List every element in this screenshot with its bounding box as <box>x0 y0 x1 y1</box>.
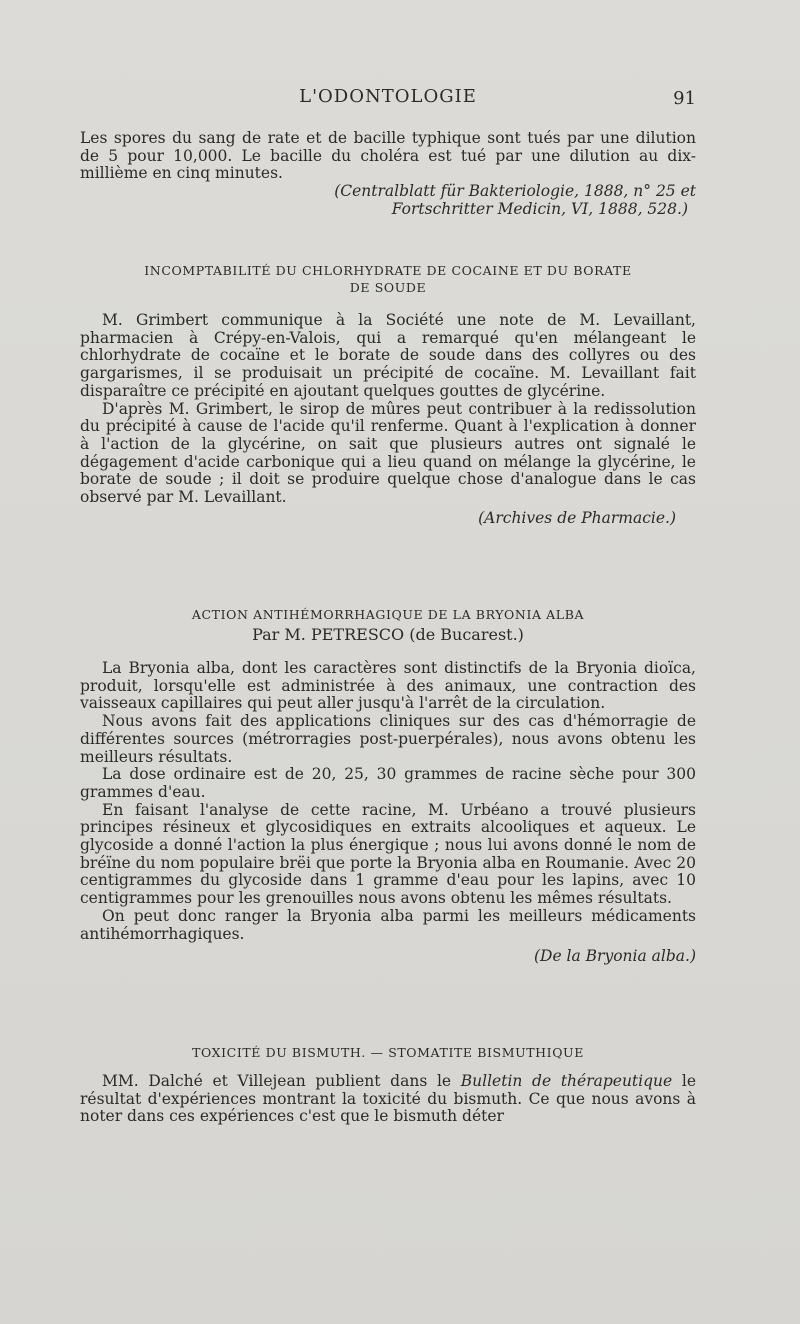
paragraph-end: le résultat d'expériences montrant la toxicité du bismuth. Ce que nous avons à noter dans ces expériences c'est que le bismuth déter <box>80 1072 697 1126</box>
heading-line-2: DE SOUDE <box>349 280 427 295</box>
paragraph: M. Grimbert communique à la Société une note de M. Levaillant, pharmacien à Crépy-en-Valois, qui a remarqué qu'en mélangeant le chlorhydrate de cocaïne et le borate de soude dans des collyres ou des gargarismes, il se produisait un précipité de cocaïne. M. Levaillant fait disparaître ce précipité en ajoutant quelques gouttes de glycérine. <box>80 311 696 400</box>
section-bismuth-body <box>80 1073 696 1126</box>
page-header <box>80 86 696 114</box>
section-bryonia-body <box>80 660 696 966</box>
paragraph: On peut donc ranger la Bryonia alba parmi les meilleurs médicaments antihémorrhagiques. <box>80 906 696 943</box>
section-cocaine-body <box>80 312 696 527</box>
paragraph-start: MM. Dalché et Villejean publient dans le <box>102 1072 461 1090</box>
paragraph: La Bryonia alba, dont les caractères sont distinctifs de la Bryonia dioïca, produit, lorsqu'elle est administrée à des animaux, une contraction des vaisseaux capillaires qui peut aller jusqu'à l'arrêt de la circulation. <box>80 659 696 713</box>
paragraph: En faisant l'analyse de cette racine, M. Urbéano a trouvé plusieurs principes résineux et glycosidiques en extraits alcooliques et aqueux. Le glycoside a donné l'action la plus énergique ; nous lui avons donné le nom de bréïne du nom populaire brëi que porte la Bryonia alba en Roumanie. Avec 20 centigrammes du glycoside dans 1 gramme d'eau pour les lapins, avec 10 centigrammes pour les grenouilles nous avons obtenu les mêmes résultats. <box>80 800 696 908</box>
running-title: L'ODONTOLOGIE <box>299 86 477 107</box>
section-heading-bryonia: ACTION ANTIHÉMORRHAGIQUE DE LA BRYONIA ALBA <box>191 607 585 622</box>
citation: (De la Bryonia alba.) <box>533 947 696 966</box>
author-byline: Par M. PETRESCO (de Bucarest.) <box>252 625 524 644</box>
paragraph: Nous avons fait des applications cliniques sur des cas d'hémorragie de différentes sources (métrorragies post-puerpérales), nous avons obtenu les meilleurs résultats. <box>80 712 696 766</box>
journal-title: Bulletin de thérapeutique <box>460 1072 673 1090</box>
citation: (Archives de Pharmacie.) <box>478 508 676 527</box>
section-heading-cocaine <box>80 262 696 296</box>
paragraph <box>80 1073 696 1126</box>
intro-citation-line-2: Fortschritter Medicin, VI, 1888, 528.) <box>391 199 688 218</box>
paragraph: D'après M. Grimbert, le sirop de mûres peut contribuer à la redissolution du précipité à cause de l'acide qu'il renferme. Quant à l'explication à donner à l'action de la glycérine, on sait que plusieurs autres ont signalé le dégagement d'acide carbonique qui a lieu quand on mélange la glycérine, le borate de soude ; il doit se produire quelque chose d'analogue dans le cas observé par M. Levaillant. <box>80 399 696 507</box>
intro-block <box>80 130 696 219</box>
heading-line-1: INCOMPTABILITÉ DU CHLORHYDRATE DE COCAINE ET DU BORATE <box>144 263 632 278</box>
intro-paragraph: Les spores du sang de rate et de bacille typhique sont tués par une dilution de 5 pour 10,000. Le bacille du choléra est tué par une dilution au dix-millième en cinq minutes. <box>80 129 696 183</box>
page-number: 91 <box>673 88 696 109</box>
intro-citation-line-1: (Centralblatt für Bakteriologie, 1888, n° 25 et <box>334 182 696 201</box>
section-heading-bismuth: TOXICITÉ DU BISMUTH. — STOMATITE BISMUTHIQUE <box>192 1045 584 1060</box>
paragraph: La dose ordinaire est de 20, 25, 30 grammes de racine sèche pour 300 grammes d'eau. <box>80 765 696 801</box>
